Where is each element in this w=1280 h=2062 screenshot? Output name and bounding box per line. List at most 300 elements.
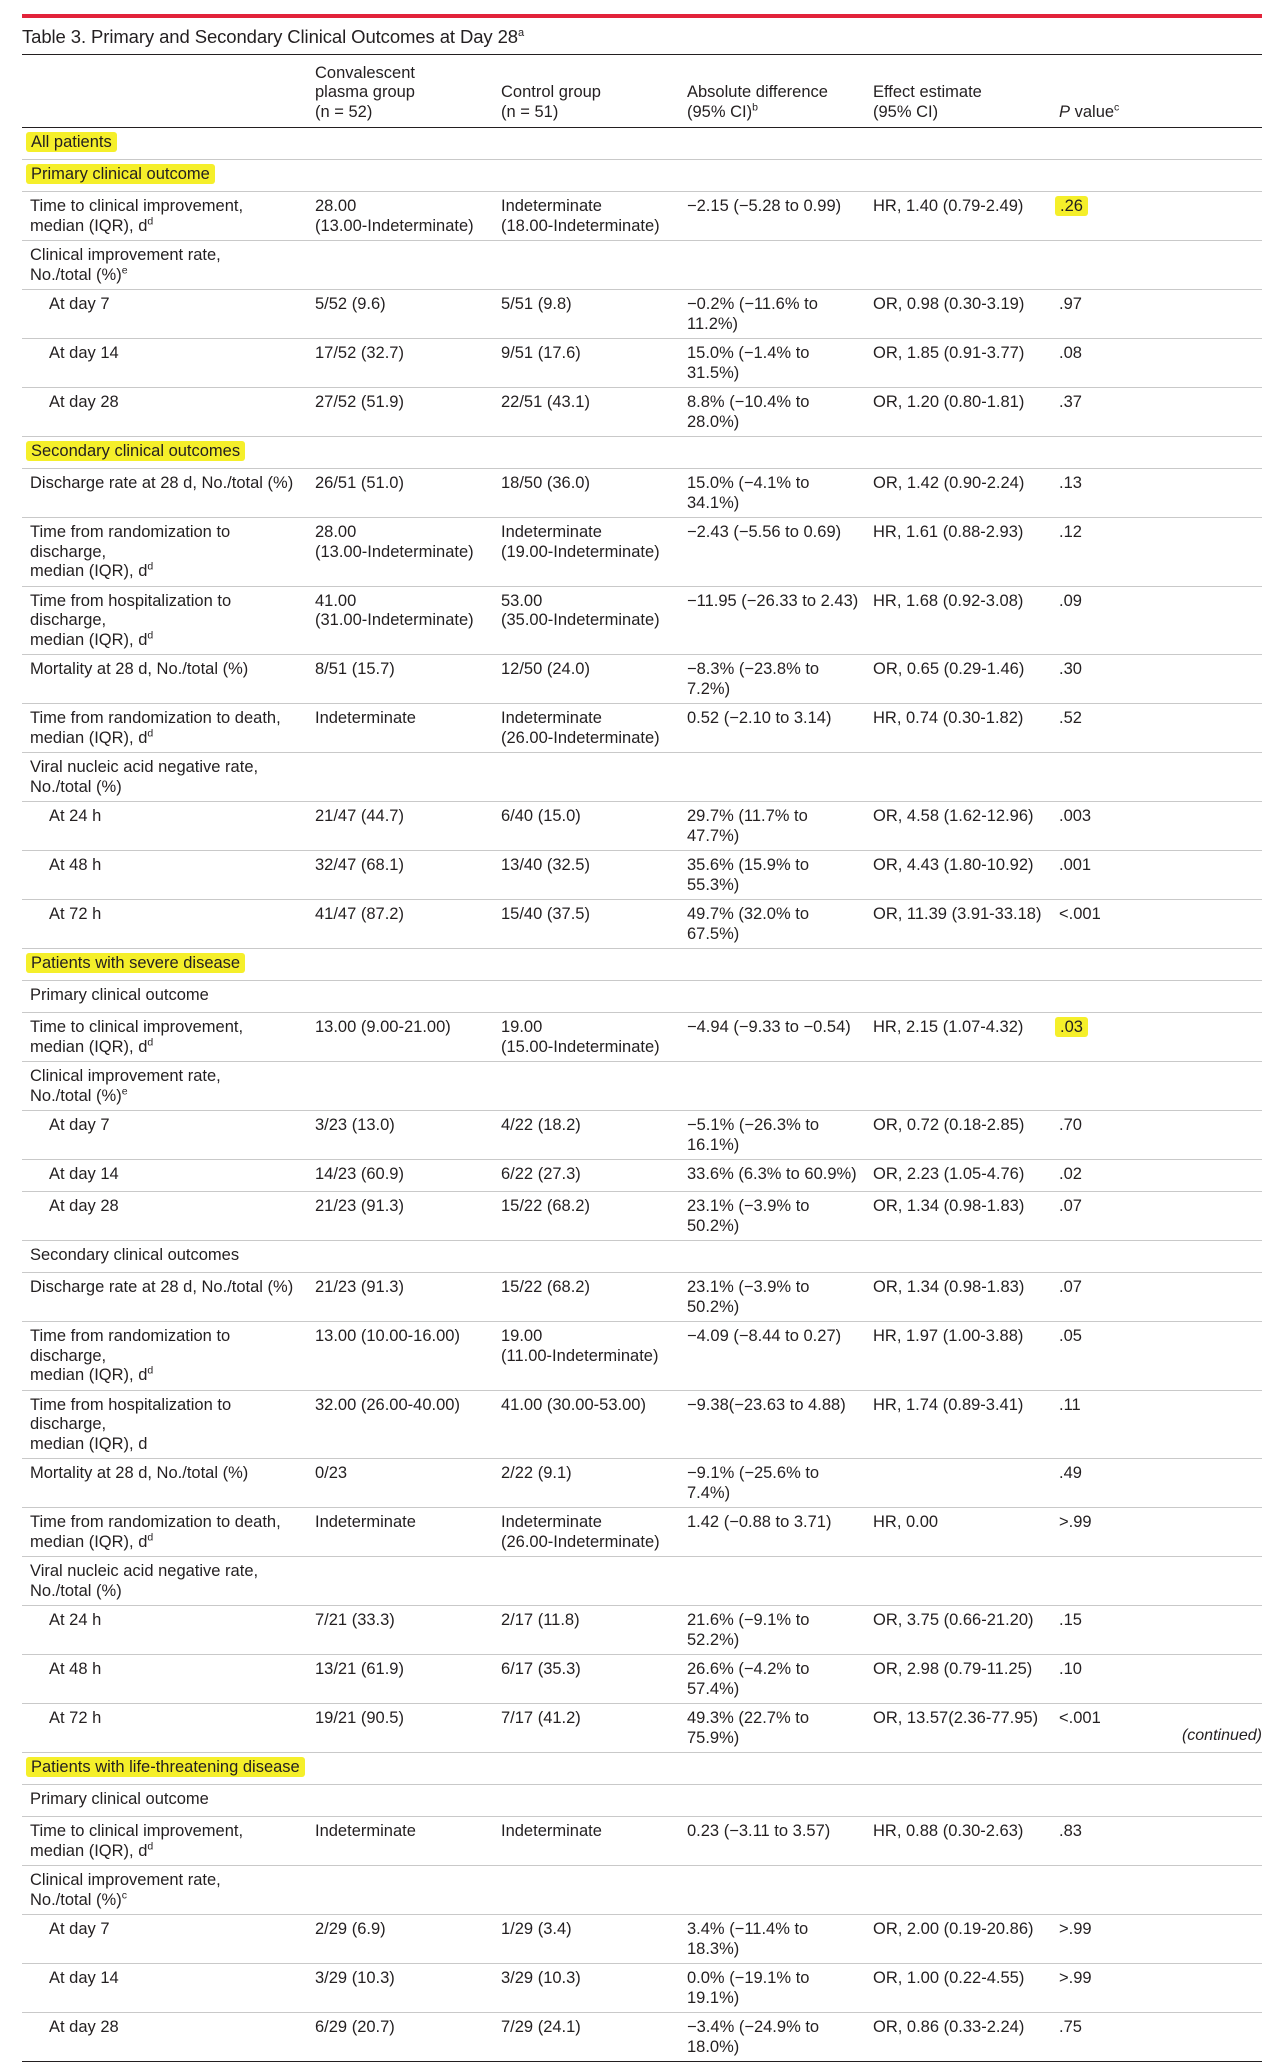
outcome-label — [22, 586, 307, 655]
absolute-difference — [679, 2013, 865, 2062]
cell-line: 17/52 (32.7) — [315, 344, 404, 362]
table-row — [22, 900, 1262, 949]
label-line: At 24 h — [49, 1611, 102, 1629]
cell-line: 29.7% (11.7% to 47.7%) — [687, 807, 808, 845]
absolute-difference — [679, 851, 865, 900]
cell-line: 1/29 (3.4) — [501, 1920, 572, 1938]
plasma-value — [307, 655, 493, 704]
label-line: Time to clinical improvement, — [30, 1018, 244, 1036]
empty-cell — [307, 1062, 1262, 1111]
section-heading — [22, 1557, 307, 1606]
plasma-value — [307, 1817, 493, 1866]
label-line: No./total (%) — [30, 1581, 122, 1600]
section-heading — [22, 241, 307, 290]
effect-estimate: HR, 1.97 (1.00-3.88) — [873, 1327, 1024, 1345]
p-value-text: .15 — [1059, 1611, 1082, 1629]
cell-line: 49.7% (32.0% to 67.5%) — [687, 905, 809, 943]
cell-line: 41.00 — [315, 591, 357, 610]
p-value-text: .03 — [1055, 1017, 1088, 1037]
p-value — [1051, 655, 1262, 704]
p-value — [1051, 1160, 1262, 1192]
cell-line: 26/51 (51.0) — [315, 474, 404, 492]
control-value — [493, 469, 679, 518]
label-line: Time from randomization to discharge, — [30, 523, 231, 561]
outcome-label — [22, 1111, 307, 1160]
effect-estimate: OR, 2.23 (1.05-4.76) — [873, 1165, 1025, 1183]
outcome-label — [22, 388, 307, 437]
header-absolute-difference: Absolute difference (95% CI)$^b$ — [687, 83, 828, 121]
effect-estimate: OR, 1.85 (0.91-3.77) — [873, 344, 1025, 362]
cell-line: 18.0%) — [687, 2037, 740, 2056]
cell-line: 6/17 (35.3) — [501, 1660, 581, 1678]
p-value — [1051, 900, 1262, 949]
p-value-text: .97 — [1059, 295, 1082, 313]
control-value — [493, 900, 679, 949]
plasma-value — [307, 1459, 493, 1508]
cell-line: −8.3% (−23.8% to 7.2%) — [687, 660, 820, 698]
label-line: Clinical improvement rate, — [30, 246, 221, 264]
control-value — [493, 290, 679, 339]
label-line: median (IQR), d — [30, 630, 148, 649]
table-row — [22, 339, 1262, 388]
outcome-label — [22, 1390, 307, 1459]
table-row — [22, 1062, 1262, 1111]
section-heading — [22, 1062, 307, 1111]
outcome-label — [22, 1964, 307, 2013]
cell-line: Indeterminate — [501, 197, 602, 215]
plasma-value — [307, 1964, 493, 2013]
control-value — [493, 802, 679, 851]
label-line: At 24 h — [49, 807, 102, 825]
table-row — [22, 1013, 1262, 1062]
plasma-value — [307, 1390, 493, 1459]
cell-line: 41.00 (30.00-53.00) — [501, 1395, 646, 1414]
outcome-label — [22, 469, 307, 518]
table-row — [22, 2013, 1262, 2062]
cell-line: 2/22 (9.1) — [501, 1464, 572, 1482]
outcome-label — [22, 704, 307, 753]
label-line: median (IQR), d — [30, 1434, 148, 1453]
group-heading — [22, 1753, 1262, 1785]
label-line: At day 14 — [49, 1165, 119, 1183]
cell-line: Indeterminate — [315, 709, 416, 727]
cell-line: (11.00-Indeterminate) — [501, 1346, 659, 1365]
absolute-difference — [679, 290, 865, 339]
cell-line: 19/21 (90.5) — [315, 1709, 404, 1727]
outcome-label — [22, 1915, 307, 1964]
table-row — [22, 437, 1262, 469]
p-value — [1051, 851, 1262, 900]
section-heading — [22, 160, 1262, 192]
p-value-text: >.99 — [1059, 1513, 1092, 1531]
plasma-value — [307, 518, 493, 587]
cell-line: 8/51 (15.7) — [315, 660, 395, 678]
cell-line: Indeterminate — [501, 709, 602, 727]
label-line: At day 28 — [49, 1197, 119, 1215]
p-value — [1051, 1111, 1262, 1160]
p-value — [1051, 388, 1262, 437]
label-line: Discharge rate at 28 d, No./total (%) — [30, 474, 294, 492]
label-line: Time from hospitalization to discharge, — [30, 591, 232, 629]
control-value — [493, 1459, 679, 1508]
control-value — [493, 1817, 679, 1866]
p-value — [1051, 1817, 1262, 1866]
cell-line: 16.1%) — [687, 1135, 740, 1154]
table-row — [22, 1606, 1262, 1655]
cell-line: (26.00-Indeterminate) — [501, 1532, 660, 1551]
plasma-value — [307, 339, 493, 388]
absolute-difference — [679, 1160, 865, 1192]
p-value — [1051, 1606, 1262, 1655]
cell-line: 3/23 (13.0) — [315, 1116, 395, 1134]
cell-line: 15.0% (−1.4% to 31.5%) — [687, 344, 810, 382]
table-row — [22, 1160, 1262, 1192]
cell-line: 32.00 (26.00-40.00) — [315, 1395, 460, 1414]
cell-line: 6/22 (27.3) — [501, 1165, 581, 1183]
cell-line: −2.15 (−5.28 to 0.99) — [687, 197, 842, 215]
label-line: No./total (%) — [30, 1086, 122, 1105]
p-value — [1051, 1192, 1262, 1241]
plasma-value — [307, 900, 493, 949]
cell-line: 5/52 (9.6) — [315, 295, 386, 313]
table-row — [22, 1704, 1262, 1753]
heading-text: Patients with life-threatening disease — [26, 1757, 305, 1777]
table-row — [22, 1508, 1262, 1557]
table-row — [22, 1322, 1262, 1391]
p-value — [1051, 1273, 1262, 1322]
absolute-difference — [679, 1817, 865, 1866]
plasma-value — [307, 1273, 493, 1322]
absolute-difference — [679, 1508, 865, 1557]
effect-estimate: OR, 2.00 (0.19-20.86) — [873, 1920, 1034, 1938]
plasma-value — [307, 1704, 493, 1753]
heading-text: Patients with severe disease — [26, 953, 245, 973]
effect-estimate: OR, 1.00 (0.22-4.55) — [873, 1969, 1025, 1987]
effect-estimate: OR, 0.65 (0.29-1.46) — [873, 660, 1025, 678]
table-row — [22, 704, 1262, 753]
p-value-text: <.001 — [1059, 905, 1101, 923]
label-line: median (IQR), d — [30, 1841, 148, 1860]
label-line: Viral nucleic acid negative rate, — [30, 1562, 259, 1580]
p-value — [1051, 2013, 1262, 2062]
effect-estimate — [865, 1459, 1051, 1508]
control-value — [493, 518, 679, 587]
plasma-value — [307, 290, 493, 339]
label-line: Viral nucleic acid negative rate, — [30, 758, 259, 776]
control-value — [493, 704, 679, 753]
absolute-difference — [679, 1606, 865, 1655]
control-value — [493, 388, 679, 437]
outcome-label — [22, 1508, 307, 1557]
table-row — [22, 1390, 1262, 1459]
cell-line: 32/47 (68.1) — [315, 856, 404, 874]
cell-line: Indeterminate — [501, 523, 602, 541]
effect-estimate: HR, 1.68 (0.92-3.08) — [873, 591, 1024, 610]
label-line: At day 14 — [49, 344, 119, 362]
effect-estimate: HR, 2.15 (1.07-4.32) — [873, 1018, 1024, 1036]
p-value — [1051, 1322, 1262, 1391]
footnote-mark: d — [147, 1036, 154, 1048]
outcome-label — [22, 1459, 307, 1508]
label-line: At day 28 — [49, 393, 119, 411]
p-value-text: .52 — [1059, 709, 1082, 727]
cell-line: 11.2%) — [687, 314, 739, 333]
control-value — [493, 1964, 679, 2013]
cell-line: (18.00-Indeterminate) — [501, 216, 660, 235]
cell-line: 26.6% (−4.2% to 57.4%) — [687, 1660, 810, 1698]
cell-line: 28.00 — [315, 197, 357, 215]
control-value — [493, 1111, 679, 1160]
cell-line: 15/22 (68.2) — [501, 1278, 590, 1296]
label-line: At day 7 — [49, 1116, 110, 1134]
absolute-difference — [679, 192, 865, 241]
cell-line: 4/22 (18.2) — [501, 1116, 581, 1134]
label-line: median (IQR), d — [30, 1366, 148, 1384]
plasma-value — [307, 469, 493, 518]
section-heading — [22, 753, 307, 802]
p-value — [1051, 704, 1262, 753]
control-value — [493, 192, 679, 241]
effect-estimate: OR, 1.20 (0.80-1.81) — [873, 393, 1025, 411]
cell-line: −4.09 (−8.44 to 0.27) — [687, 1327, 842, 1345]
table-title: Table 3. Primary and Secondary Clinical Outcomes at Day 28$^a$ — [22, 26, 525, 47]
heading-text: Secondary clinical outcomes — [26, 441, 245, 461]
table-row — [22, 1557, 1262, 1606]
footnote-mark: e — [121, 1085, 128, 1097]
cell-line: 2/29 (6.9) — [315, 1920, 386, 1938]
label-line: Time to clinical improvement, — [30, 197, 244, 215]
p-value-text: .13 — [1059, 474, 1082, 492]
cell-line: 53.00 — [501, 591, 543, 610]
table-body — [22, 128, 1262, 2062]
p-value — [1051, 1013, 1262, 1062]
table-row — [22, 1915, 1262, 1964]
plasma-value — [307, 1322, 493, 1391]
cell-line: −0.2% (−11.6% to — [687, 295, 818, 313]
label-line: No./total (%) — [30, 265, 122, 284]
p-value — [1051, 586, 1262, 655]
cell-line: 7/29 (24.1) — [501, 2018, 581, 2036]
absolute-difference — [679, 655, 865, 704]
p-value-text: .001 — [1059, 856, 1092, 874]
cell-line: 7/17 (41.2) — [501, 1709, 581, 1727]
footnote-mark: d — [147, 629, 154, 641]
cell-line: Indeterminate — [315, 1822, 416, 1840]
label-line: No./total (%) — [30, 1890, 122, 1909]
label-line: At day 14 — [49, 1969, 119, 1987]
label-line: median (IQR), d — [30, 728, 148, 747]
p-value-text: <.001 — [1059, 1709, 1101, 1727]
cell-line: 9/51 (17.6) — [501, 344, 581, 362]
cell-line: 15/22 (68.2) — [501, 1197, 590, 1215]
control-value — [493, 1606, 679, 1655]
cell-line: 13.00 (9.00-21.00) — [315, 1018, 451, 1036]
header-p-value: P value$^c$ — [1059, 101, 1120, 121]
label-line: median (IQR), d — [30, 1037, 148, 1056]
effect-estimate: OR, 13.57(2.36-77.95) — [873, 1709, 1039, 1727]
cell-line: 3/29 (10.3) — [315, 1969, 395, 1987]
outcome-label — [22, 1013, 307, 1062]
top-rule — [22, 14, 1262, 18]
cell-line: 21/23 (91.3) — [315, 1278, 404, 1296]
table-row — [22, 518, 1262, 587]
control-value — [493, 851, 679, 900]
table-row — [22, 1753, 1262, 1785]
effect-estimate: OR, 11.39 (3.91-33.18) — [873, 905, 1042, 923]
label-line: Time to clinical improvement, — [30, 1822, 244, 1840]
p-value-text: .49 — [1059, 1464, 1082, 1482]
section-heading — [22, 437, 1262, 469]
outcome-label — [22, 192, 307, 241]
effect-estimate: OR, 3.75 (0.66-21.20) — [873, 1611, 1034, 1629]
effect-estimate: OR, 2.98 (0.79-11.25) — [873, 1660, 1033, 1678]
empty-cell — [307, 753, 1262, 802]
absolute-difference — [679, 1915, 865, 1964]
label-line: Discharge rate at 28 d, No./total (%) — [30, 1278, 294, 1296]
p-value — [1051, 1390, 1262, 1459]
table-row — [22, 851, 1262, 900]
plasma-value — [307, 1013, 493, 1062]
cell-line: −9.1% (−25.6% to 7.4%) — [687, 1464, 820, 1502]
cell-line: 19.00 — [501, 1018, 543, 1036]
p-value-text: .07 — [1059, 1278, 1082, 1296]
cell-line: 1.42 (−0.88 to 3.71) — [687, 1513, 832, 1531]
absolute-difference — [679, 1704, 865, 1753]
outcome-label — [22, 900, 307, 949]
label-line: No./total (%) — [30, 777, 122, 796]
empty-cell — [307, 241, 1262, 290]
label-line: Mortality at 28 d, No./total (%) — [30, 660, 249, 678]
effect-estimate: HR, 1.61 (0.88-2.93) — [873, 523, 1024, 541]
p-value-text: .75 — [1059, 2018, 1082, 2036]
p-value — [1051, 469, 1262, 518]
absolute-difference — [679, 469, 865, 518]
outcome-label — [22, 290, 307, 339]
plasma-value — [307, 388, 493, 437]
table-row — [22, 388, 1262, 437]
p-value — [1051, 1915, 1262, 1964]
p-value — [1051, 290, 1262, 339]
absolute-difference — [679, 704, 865, 753]
table-row — [22, 802, 1262, 851]
absolute-difference — [679, 1111, 865, 1160]
plasma-value — [307, 1111, 493, 1160]
control-value — [493, 1704, 679, 1753]
cell-line: 13.00 (10.00-16.00) — [315, 1327, 460, 1345]
absolute-difference — [679, 1390, 865, 1459]
cell-line: 3.4% (−11.4% to 18.3%) — [687, 1920, 809, 1958]
outcome-label — [22, 802, 307, 851]
absolute-difference — [679, 1013, 865, 1062]
group-heading — [22, 128, 1262, 160]
cell-line: (13.00-Indeterminate) — [315, 542, 474, 561]
group-heading — [22, 949, 1262, 981]
p-value — [1051, 1508, 1262, 1557]
p-value-text: .09 — [1059, 591, 1082, 610]
table-row — [22, 1964, 1262, 2013]
cell-line: 8.8% (−10.4% to 28.0%) — [687, 393, 810, 431]
cell-line: 49.3% (22.7% to 75.9%) — [687, 1709, 809, 1747]
label-line: Mortality at 28 d, No./total (%) — [30, 1464, 249, 1482]
plasma-value — [307, 1160, 493, 1192]
p-value-text: >.99 — [1059, 1969, 1092, 1987]
control-value — [493, 1160, 679, 1192]
absolute-difference — [679, 1273, 865, 1322]
p-value — [1051, 1964, 1262, 2013]
absolute-difference — [679, 339, 865, 388]
p-value-text: .02 — [1059, 1165, 1082, 1183]
p-value-text: .30 — [1059, 660, 1082, 678]
effect-estimate: HR, 0.74 (0.30-1.82) — [873, 709, 1024, 727]
control-value — [493, 1273, 679, 1322]
section-heading — [22, 1241, 1262, 1273]
cell-line: 22/51 (43.1) — [501, 393, 590, 411]
p-value-text: .12 — [1059, 523, 1082, 541]
p-value-text: .10 — [1059, 1660, 1082, 1678]
outcome-label — [22, 1322, 307, 1391]
p-value — [1051, 1655, 1262, 1704]
cell-line: 0.0% (−19.1% to 19.1%) — [687, 1969, 810, 2007]
cell-line: 21.6% (−9.1% to 52.2%) — [687, 1611, 810, 1649]
header-effect-estimate: Effect estimate (95% CI) — [873, 83, 982, 121]
plasma-value — [307, 1606, 493, 1655]
heading-text: All patients — [26, 132, 117, 152]
header-control: Control group (n = 51) — [501, 83, 601, 121]
header-outcome — [22, 55, 307, 128]
outcomes-table — [22, 54, 1262, 2062]
p-value-text: .11 — [1059, 1395, 1081, 1414]
plasma-value — [307, 1655, 493, 1704]
p-value-text: .07 — [1059, 1197, 1082, 1215]
outcome-label — [22, 339, 307, 388]
absolute-difference — [679, 900, 865, 949]
outcome-label — [22, 1606, 307, 1655]
effect-estimate: HR, 1.74 (0.89-3.41) — [873, 1395, 1024, 1414]
table-row — [22, 1655, 1262, 1704]
cell-line: −11.95 (−26.33 to 2.43) — [687, 591, 859, 610]
heading-text: Primary clinical outcome — [30, 986, 209, 1004]
heading-text: Primary clinical outcome — [26, 164, 215, 184]
label-line: Time from randomization to death, — [30, 709, 281, 727]
cell-line: 6/29 (20.7) — [315, 2018, 395, 2036]
plasma-value — [307, 2013, 493, 2062]
cell-line: 28.00 — [315, 523, 357, 541]
cell-line: (13.00-Indeterminate) — [315, 216, 474, 235]
heading-text: Secondary clinical outcomes — [30, 1246, 240, 1264]
cell-line: (19.00-Indeterminate) — [501, 542, 660, 561]
cell-line: 18/50 (36.0) — [501, 474, 590, 492]
footnote-mark: d — [147, 1531, 154, 1543]
control-value — [493, 2013, 679, 2062]
effect-estimate: OR, 1.34 (0.98-1.83) — [873, 1278, 1025, 1296]
p-value — [1051, 1459, 1262, 1508]
empty-cell — [307, 1866, 1262, 1915]
label-line: At 72 h — [49, 1709, 102, 1727]
cell-line: 15.0% (−4.1% to 34.1%) — [687, 474, 810, 512]
cell-line: Indeterminate — [501, 1513, 602, 1531]
table-row — [22, 1459, 1262, 1508]
effect-estimate: HR, 0.88 (0.30-2.63) — [873, 1822, 1024, 1840]
effect-estimate: OR, 4.58 (1.62-12.96) — [873, 807, 1034, 825]
table-row — [22, 241, 1262, 290]
cell-line: (31.00-Indeterminate) — [315, 611, 474, 629]
table-row — [22, 1817, 1262, 1866]
p-value-text: .26 — [1055, 196, 1088, 216]
cell-line: 33.6% (6.3% to 60.9%) — [687, 1165, 857, 1183]
cell-line: −9.38(−23.63 to 4.88) — [687, 1395, 846, 1414]
section-heading — [22, 981, 1262, 1013]
absolute-difference — [679, 586, 865, 655]
